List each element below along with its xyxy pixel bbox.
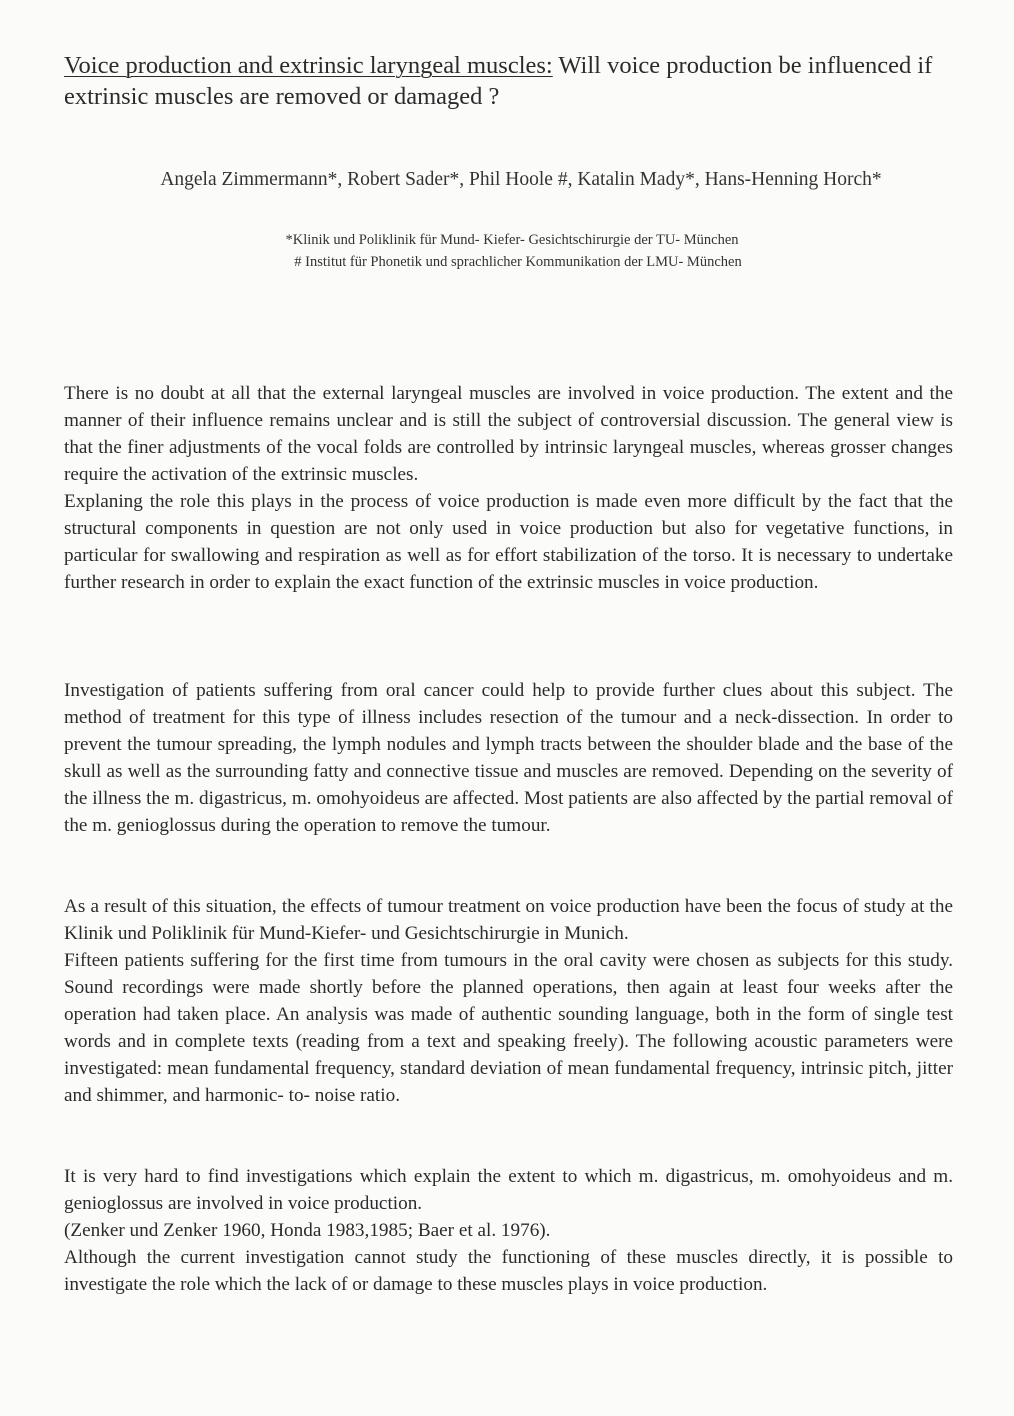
author-list: Angela Zimmermann*, Robert Sader*, Phil Hoole #, Katalin Mady*, Hans-Henning Horch*	[160, 169, 882, 190]
text-block-study	[64, 893, 953, 1109]
text-block-intro	[64, 380, 953, 596]
paragraph: Investigation of patients suffering from oral cancer could help to provide further clues about this subject. The method of treatment for this type of illness includes resection of the tumour and a neck-dissection. In order to prevent the tumour spreading, the lymph nodules and lymph tracts between the shoulder blade and the base of the skull as well as the surrounding fatty and connective tissue and muscles are removed. Depending on the severity of the illness the m. digastricus, m. omohyoideus are affected. Most patients are also affected by the partial removal of the m. genioglossus during the operation to remove the tumour.	[64, 680, 953, 836]
paragraph: There is no doubt at all that the external laryngeal muscles are involved in voice production. The extent and the manner of their influence remains unclear and is still the subject of controversial discussion. The general view is that the finer adjustments of the vocal folds are controlled by intrinsic laryngeal muscles, whereas grosser changes require the activation of the extrinsic muscles.	[64, 383, 953, 485]
title-rest: Will voice production be influenced if extrinsic muscles are removed or damaged ?	[64, 52, 933, 110]
citation-paragraph: (Zenker und Zenker 1960, Honda 1983,1985; Baer et al. 1976).	[64, 1220, 551, 1241]
text-block-oral-cancer	[64, 677, 953, 839]
paragraph: As a result of this situation, the effects of tumour treatment on voice production have been the focus of study at the Klinik und Poliklinik für Mund-Kiefer- und Gesichtschirurgie in Munich.	[64, 896, 953, 944]
affiliation-tu: *Klinik und Poliklinik für Mund- Kiefer- Gesichtschirurgie der TU- München	[285, 232, 739, 248]
affiliation-lmu: # Institut für Phonetik und sprachlicher Kommunikation der LMU- München	[294, 254, 742, 270]
paragraph: Although the current investigation cannot study the functioning of these muscles directly, it is possible to investigate the role which the lack of or damage to these muscles plays in voice production.	[64, 1247, 953, 1295]
title-underlined-part: Voice production and extrinsic laryngeal muscles:	[64, 52, 553, 79]
paragraph: Fifteen patients suffering for the first time from tumours in the oral cavity were chosen as subjects for this study. Sound recordings were made shortly before the planned operations, then again at least four weeks after the operation had taken place. An analysis was made of authentic sounding language, both in the form of single test words and in complete texts (reading from a text and speaking freely). The following acoustic parameters were investigated: mean fundamental frequency, standard deviation of mean fundamental frequency, intrinsic pitch, jitter and shimmer, and harmonic- to- noise ratio.	[64, 950, 953, 1106]
paper-title	[64, 50, 964, 112]
text-block-literature	[64, 1163, 953, 1298]
paragraph: It is very hard to find investigations which explain the extent to which m. digastricus, m. omohyoideus and m. genioglossus are involved in voice production.	[64, 1166, 953, 1214]
paragraph: Explaning the role this plays in the process of voice production is made even more difficult by the fact that the structural components in question are not only used in voice production but also for vegetative functions, in particular for swallowing and respiration as well as for effort stabilization of the torso. It is necessary to undertake further research in order to explain the exact function of the extrinsic muscles in voice production.	[64, 491, 953, 593]
